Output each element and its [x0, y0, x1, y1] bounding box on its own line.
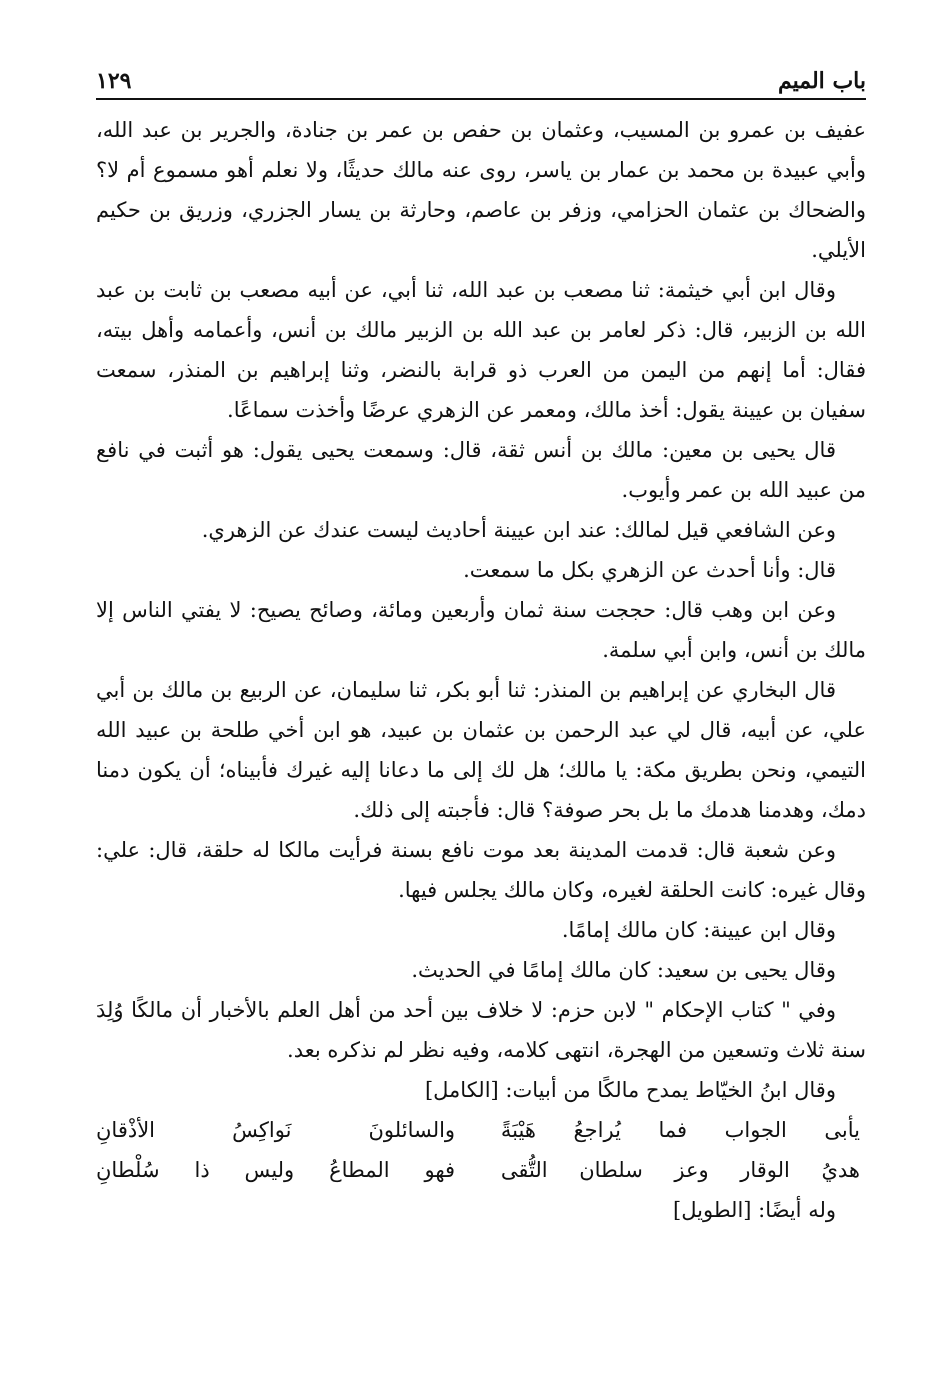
paragraph: وقال ابنُ الخيّاط يمدح مالكًا من أبيات: [الكامل]	[424, 1078, 836, 1102]
chapter-title: باب الميم	[777, 68, 866, 94]
paragraph: وقال يحيى بن سعيد: كان مالك إمامًا في الحديث.	[411, 958, 836, 982]
verse-first-hemistich: يأبى الجواب فما يُراجعُ هَيْبَةً	[500, 1118, 860, 1142]
verse-line	[96, 1150, 866, 1190]
paragraph: عفيف بن عمرو بن المسيب، وعثمان بن حفص بن عمر بن جنادة، والجرير بن عبد الله، وأبي عبيدة بن محمد بن عمار بن ياسر، روى عنه مالك حديثًا، ولا نعلم أهو مسموع أم لا؟ والضحاك بن عثمان الحزامي، وزفر بن عاصم، وحارثة بن يسار الجزري، وزريق بن حكيم الأيلي.	[96, 118, 866, 262]
page-body	[96, 110, 866, 1230]
paragraph: وعن ابن وهب قال: حججت سنة ثمان وأربعين ومائة، وصائح يصيح: لا يفتي الناس إلا مالك بن أنس، وابن أبي سلمة.	[96, 598, 866, 662]
paragraph: وعن شعبة قال: قدمت المدينة بعد موت نافع بسنة فرأيت مالكا له حلقة، قال: علي: وقال غيره: كانت الحلقة لغيره، وكان مالك يجلس فيها.	[96, 838, 866, 902]
paragraph: وعن الشافعي قيل لمالك: عند ابن عيينة أحاديث ليست عندك عن الزهري.	[201, 518, 836, 542]
paragraph: وقال ابن أبي خيثمة: ثنا مصعب بن عبد الله، ثنا أبي، عن أبيه مصعب بن ثابت بن عبد الله بن الزبير، قال: ذكر لعامر بن عبد الله بن الزبير مالك بن أنس، وأعمامه وأهل بيته، فقال: أما إنهم من اليمن من العرب ذو قرابة بالنضر، وثنا إبراهيم بن المنذر، سمعت سفيان بن عيينة يقول: أخذ مالك، ومعمر عن الزهري عرضًا وأخذت سماعًا.	[96, 278, 866, 422]
paragraph: وفي " كتاب الإحكام " لابن حزم: لا خلاف بين أحد من أهل العلم بالأخبار أن مالكًا وُلِدَ سنة ثلاث وتسعين من الهجرة، انتهى كلامه، وفيه نظر لم نذكره بعد.	[96, 998, 866, 1062]
page-number: ١٢٩	[96, 68, 132, 94]
paragraph: قال: وأنا أحدث عن الزهري بكل ما سمعت.	[463, 558, 836, 582]
paragraph: وقال ابن عيينة: كان مالك إمامًا.	[561, 918, 836, 942]
verse-second-hemistich: فهو المطاعُ وليس ذا سُلْطانِ	[96, 1158, 456, 1182]
page-header	[96, 58, 866, 100]
closing-line: وله أيضًا: [الطويل]	[673, 1198, 836, 1222]
verse-first-hemistich: هديُ الوقار وعز سلطان التُّقى	[500, 1158, 860, 1182]
verse-line	[96, 1110, 866, 1150]
paragraph: قال يحيى بن معين: مالك بن أنس ثقة، قال: وسمعت يحيى يقول: هو أثبت في نافع من عبيد الله بن عمر وأيوب.	[96, 438, 866, 502]
book-page	[96, 58, 866, 1230]
paragraph: قال البخاري عن إبراهيم بن المنذر: ثنا أبو بكر، ثنا سليمان، عن الربيع بن مالك بن أبي علي، عن أبيه، قال لي عبد الرحمن بن عثمان بن عبيد، هو ابن أخي طلحة بن عبيد الله التيمي، ونحن بطريق مكة: يا مالك؛ هل لك إلى ما دعانا إليه غيرك فأبيناه؛ أن يكون دمنا دمك، وهدمنا هدمك ما بل بحر صوفة؟ قال: فأجبته إلى ذلك.	[96, 678, 866, 822]
verse-second-hemistich: والسائلونَ نَواكِسُ الأذْقانِ	[96, 1118, 456, 1142]
